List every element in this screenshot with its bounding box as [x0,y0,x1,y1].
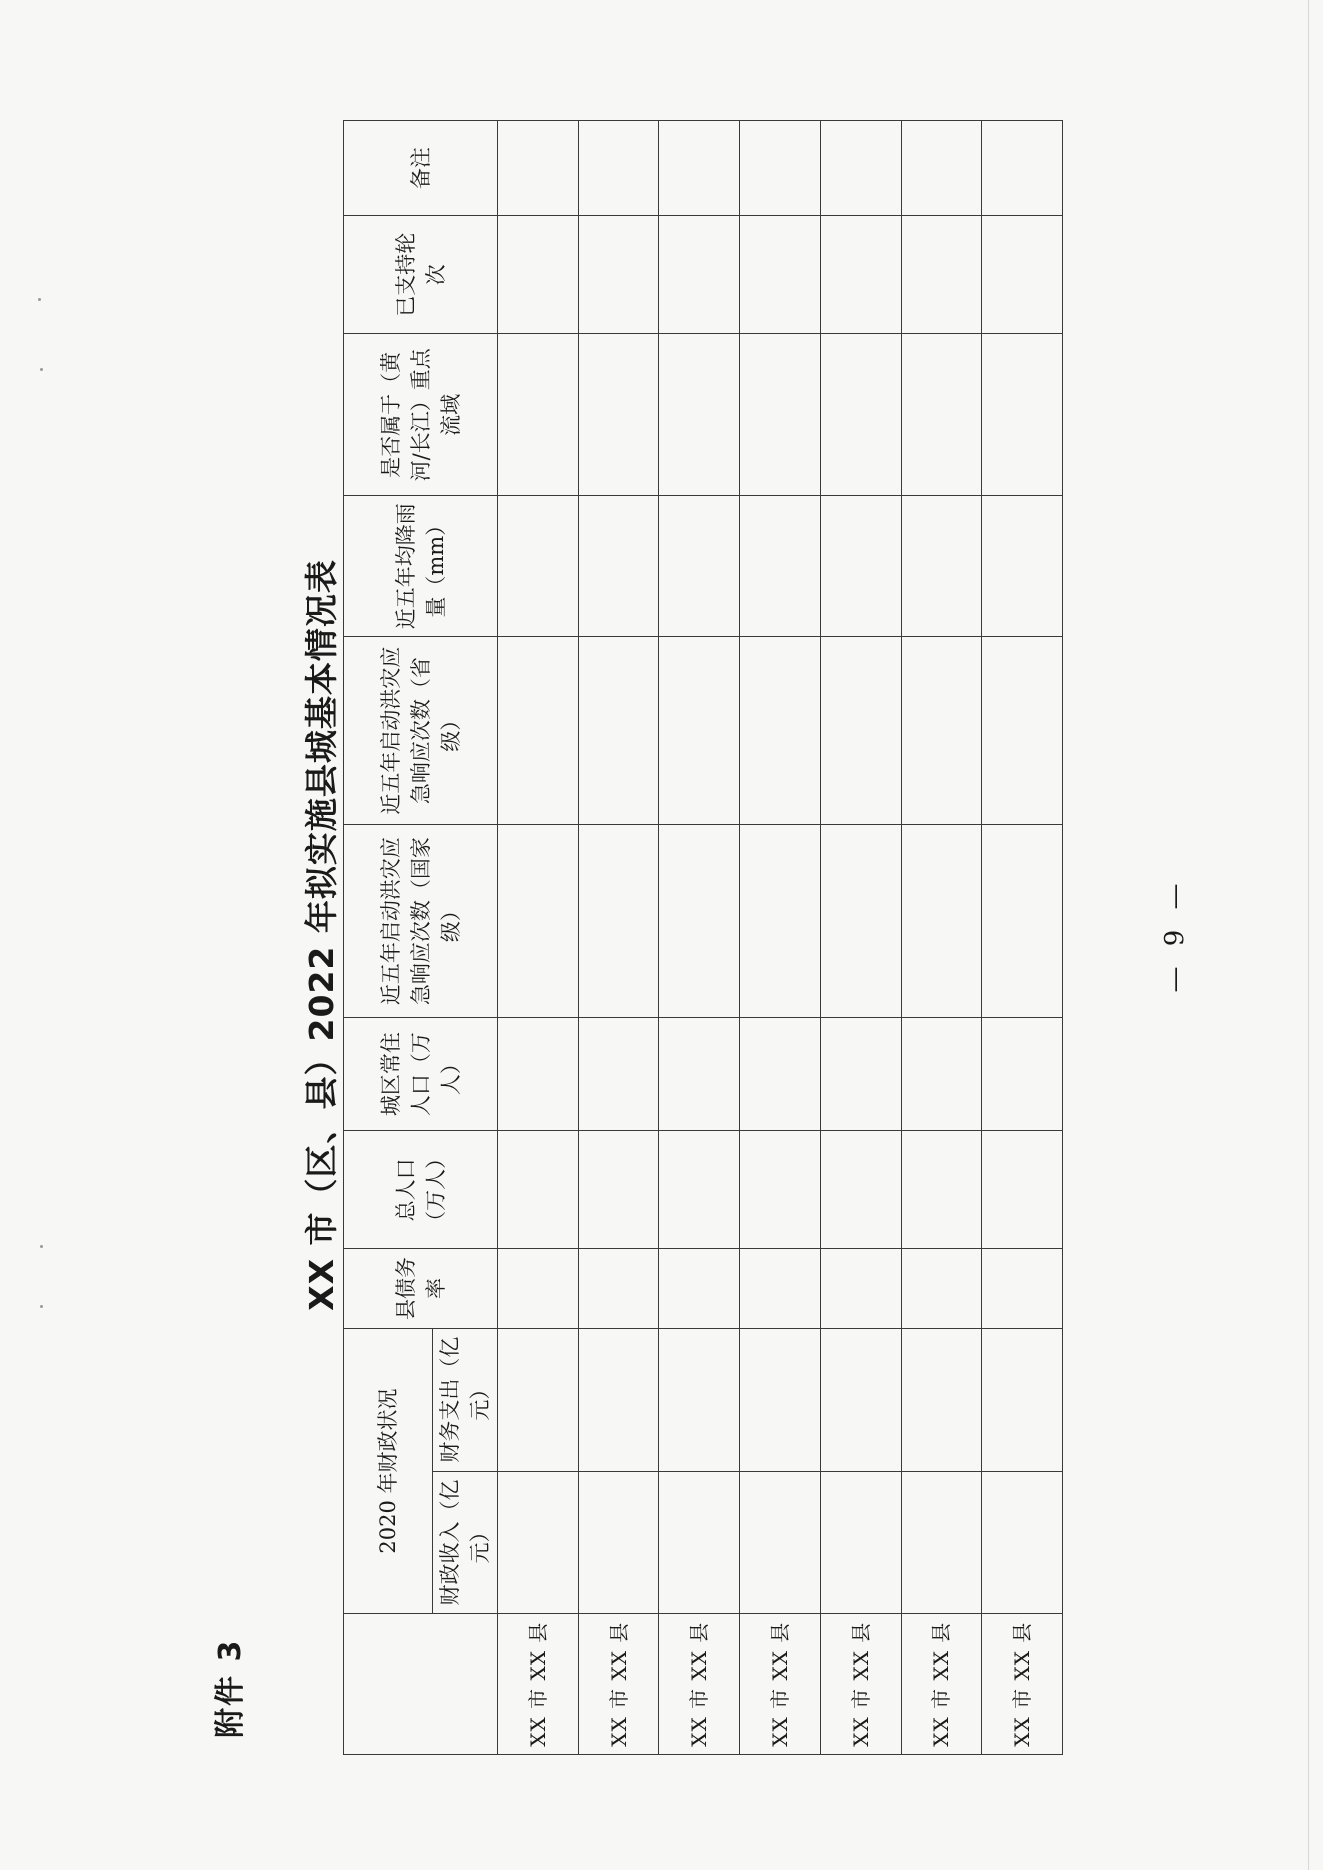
cell [982,1017,1063,1130]
cell [740,1017,821,1130]
table-row [578,121,659,1755]
flood-response-national-header: 近五年启动洪灾应急响应次数（国家级） [344,825,498,1018]
cell [659,636,740,824]
cell [498,636,579,824]
cell [901,1131,982,1249]
cell [820,334,901,496]
cell [659,1328,740,1471]
table-row [982,121,1063,1755]
cell [901,121,982,216]
cell [982,496,1063,637]
cell [820,216,901,334]
cell [578,1471,659,1614]
cell [498,216,579,334]
cell [901,334,982,496]
region-cell: XX 市 XX 县 [578,1614,659,1755]
cell [982,636,1063,824]
cell [982,216,1063,334]
cell [982,121,1063,216]
region-cell: XX 市 XX 县 [498,1614,579,1755]
cell [740,121,821,216]
cell [659,1131,740,1249]
table-row [498,121,579,1755]
cell [740,1249,821,1328]
cell [578,334,659,496]
fiscal-expenditure-header: 财务支出（亿元） [433,1328,498,1471]
cell [982,334,1063,496]
cell [498,1471,579,1614]
cell [578,216,659,334]
cell [659,496,740,637]
cell [820,636,901,824]
cell [740,1471,821,1614]
fiscal-revenue-header: 财政收入（亿元） [433,1471,498,1614]
cell [578,1328,659,1471]
cell [740,636,821,824]
cell [578,1131,659,1249]
cell [982,1328,1063,1471]
table-row [740,121,821,1755]
cell [901,216,982,334]
region-cell: XX 市 XX 县 [982,1614,1063,1755]
cell [820,496,901,637]
cell [901,825,982,1018]
cell [498,496,579,637]
cell [578,825,659,1018]
county-info-table [343,120,1063,1755]
region-cell: XX 市 XX 县 [740,1614,821,1755]
cell [578,1017,659,1130]
cell [578,1249,659,1328]
cell [740,496,821,637]
cell [740,334,821,496]
cell [659,216,740,334]
cell [578,496,659,637]
cell [740,825,821,1018]
page-title: XX 市（区、县）2022 年拟实施县城基本情况表 [302,559,341,1311]
cell [982,1249,1063,1328]
cell [498,1017,579,1130]
cell [820,1249,901,1328]
table-row [659,121,740,1755]
cell [659,1017,740,1130]
total-population-header: 总人口（万人） [344,1131,498,1249]
cell [901,1249,982,1328]
cell [740,1131,821,1249]
region-cell: XX 市 XX 县 [901,1614,982,1755]
cell [740,216,821,334]
avg-rainfall-header: 近五年均降雨量（mm） [344,496,498,637]
cell [659,1249,740,1328]
cell [659,334,740,496]
debt-ratio-header: 县债务率 [344,1249,498,1328]
cell [901,1471,982,1614]
cell [498,121,579,216]
cell [498,1131,579,1249]
cell [982,825,1063,1018]
fiscal-group-header: 2020 年财政状况 [344,1328,433,1614]
cell [982,1131,1063,1249]
urban-population-header: 城区常住人口（万人） [344,1017,498,1130]
region-header [344,1614,498,1755]
table-row [820,121,901,1755]
region-cell: XX 市 XX 县 [820,1614,901,1755]
cell [498,1328,579,1471]
supported-rounds-header: 已支持轮次 [344,216,498,334]
cell [740,1328,821,1471]
cell [901,1328,982,1471]
flood-response-provincial-header: 近五年启动洪灾应急响应次数（省级） [344,636,498,824]
cell [820,1131,901,1249]
page-number: — 9 — [1160,877,1190,993]
cell [901,496,982,637]
attachment-label: 附件 3 [213,1638,248,1738]
cell [982,1471,1063,1614]
cell [820,121,901,216]
key-basin-header: 是否属于（黄河/长江）重点流域 [344,334,498,496]
cell [578,636,659,824]
cell [901,636,982,824]
cell [659,121,740,216]
region-cell: XX 市 XX 县 [659,1614,740,1755]
cell [498,1249,579,1328]
cell [498,825,579,1018]
cell [820,1328,901,1471]
remarks-header: 备注 [344,121,498,216]
cell [659,825,740,1018]
cell [820,1017,901,1130]
cell [659,1471,740,1614]
table-row [901,121,982,1755]
cell [498,334,579,496]
cell [901,1017,982,1130]
cell [578,121,659,216]
cell [820,825,901,1018]
cell [820,1471,901,1614]
